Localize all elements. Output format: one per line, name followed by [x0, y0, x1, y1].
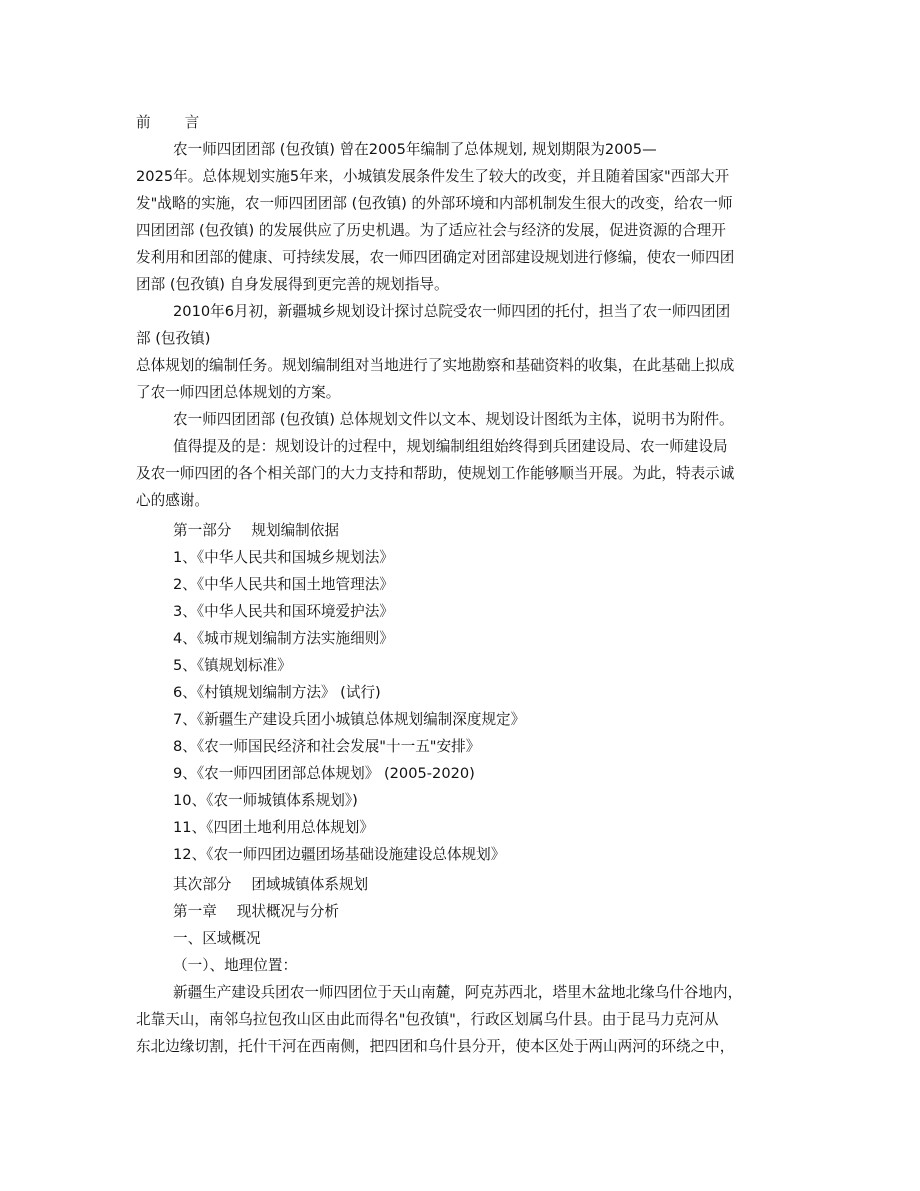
basis-item: 4、《城市规划编制方法实施细则》: [173, 630, 394, 647]
paragraph-line: 2025年。总体规划实施5年来，小城镇发展条件发生了较大的改变，并且随着国家"西部大开: [136, 168, 730, 185]
basis-item: 1、《中华人民共和国城乡规划法》: [173, 549, 394, 566]
basis-item: 12、《农一师四团边疆团场基础设施建设总体规划》: [173, 846, 506, 863]
basis-item: 5、《镇规划标准》: [173, 657, 292, 674]
paragraph-line: 四团团部 (包孜镇) 的发展供应了历史机遇。为了适应社会与经济的发展，促进资源的合理开: [136, 222, 726, 239]
paragraph-line: 及农一师四团的各个相关部门的大力支持和帮助，使规划工作能够顺当开展。为此，特表示诚: [136, 465, 735, 482]
basis-item: 7、《新疆生产建设兵团小城镇总体规划编制深度规定》: [173, 711, 526, 728]
paragraph-line: 了农一师四团总体规划的方案。: [136, 384, 341, 401]
paragraph-line: 北靠天山，南邻乌拉包孜山区由此而得名"包孜镇"，行政区划属乌什县。由于昆马力克河从: [136, 1011, 719, 1028]
section-heading: 一、区域概况: [173, 930, 261, 947]
chapter1-label: 第一章: [173, 903, 217, 920]
paragraph-line: 发"战略的实施，农一师四团团部 (包孜镇) 的外部环境和内部机制发生很大的改变，给农一师: [136, 195, 733, 212]
paragraph-line: 农一师四团团部 (包孜镇) 总体规划文件以文本、规划设计图纸为主体，说明书为附件。: [173, 411, 734, 428]
part1-heading: [173, 518, 786, 544]
paragraph-line: 东北边缘切割，托什干河在西南侧，把四团和乌什县分开，使本区处于两山两河的环绕之中，: [136, 1038, 735, 1055]
paragraph-line: 总体规划的编制任务。规划编制组对当地进行了实地勘察和基础资料的收集，在此基础上拟成: [136, 357, 735, 374]
paragraph-line: 团部 (包孜镇) 自身发展得到更完善的规划指导。: [136, 276, 449, 293]
basis-item: 6、《村镇规划编制方法》 (试行): [173, 684, 381, 701]
preface-heading-char-2: 言: [184, 114, 200, 131]
paragraph-line: 发利用和团部的健康、可持续发展，农一师四团确定对团部建设规划进行修编，使农一师四团: [136, 249, 735, 266]
basis-item: 10、《农一师城镇体系规划》): [173, 792, 358, 809]
preface-heading: [136, 110, 786, 136]
subsection-heading: （一）、地理位置：: [173, 957, 298, 974]
paragraph-line: 2010年6月初，新疆城乡规划设计探讨总院受农一师四团的托付，担当了农一师四团团: [173, 303, 731, 320]
basis-item: 9、《农一师四团团部总体规划》 (2005-2020): [173, 765, 475, 782]
basis-item: 2、《中华人民共和国土地管理法》: [173, 576, 394, 593]
basis-item: 3、《中华人民共和国环境爱护法》: [173, 603, 394, 620]
paragraph-line: 新疆生产建设兵团农一师四团位于天山南麓，阿克苏西北，塔里木盆地北缘乌什谷地内，: [173, 984, 743, 1001]
part1-label: 第一部分: [173, 522, 232, 539]
part2-label: 其次部分: [173, 876, 232, 893]
basis-item: 8、《农一师国民经济和社会发展"十一五"安排》: [173, 738, 481, 755]
paragraph-line: 心的感谢。: [136, 492, 209, 509]
paragraph-line: 部 (包孜镇): [136, 330, 211, 347]
chapter1-heading: [173, 899, 786, 925]
paragraph-line: 值得提及的是：规划设计的过程中，规划编制组组始终得到兵团建设局、农一师建设局: [173, 438, 728, 455]
preface-heading-char-1: 前: [136, 114, 151, 131]
part2-title: 团域城镇体系规划: [251, 876, 369, 893]
chapter1-title: 现状概况与分析: [236, 903, 339, 920]
part1-title: 规划编制依据: [251, 522, 339, 539]
basis-item: 11、《四团土地利用总体规划》: [173, 819, 374, 836]
part2-heading: [173, 872, 786, 898]
paragraph-line: 农一师四团团部 (包孜镇) 曾在2005年编制了总体规划, 规划期限为2005—: [173, 141, 657, 158]
